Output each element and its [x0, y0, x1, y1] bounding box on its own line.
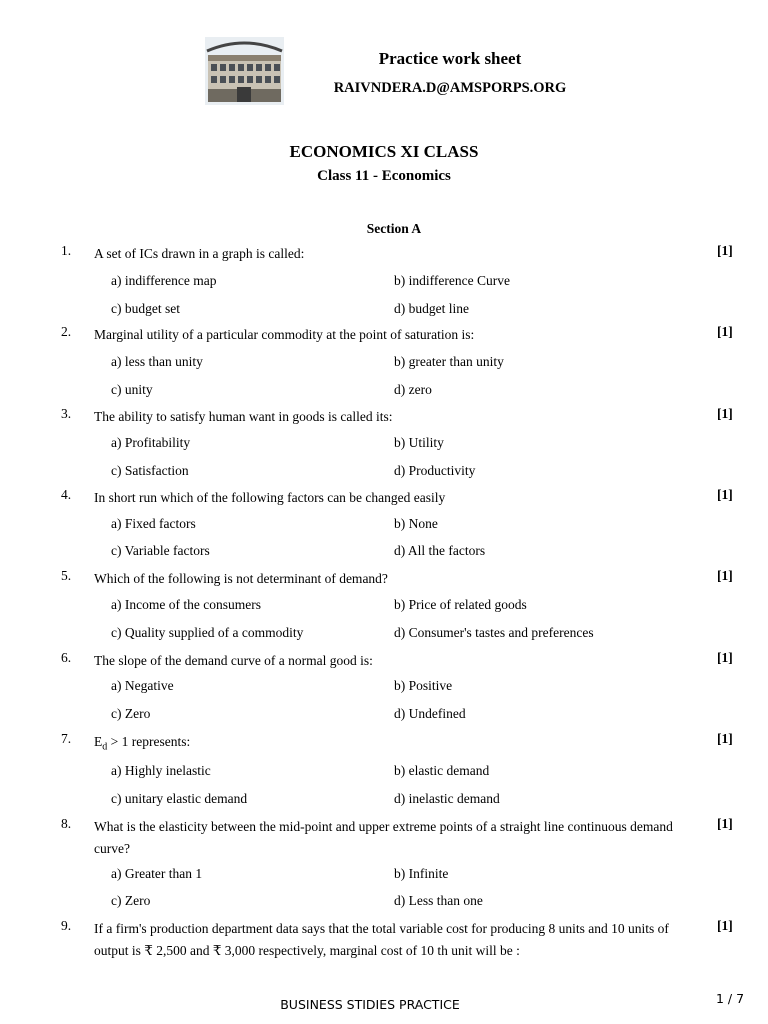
- option-b: b) Infinite: [394, 866, 449, 881]
- teacher-email: RAIVNDERA.D@AMSPORPS.ORG: [333, 80, 567, 96]
- option-b: b) greater than unity: [394, 354, 504, 369]
- question-number: 6.: [61, 650, 72, 665]
- question-marks: [1]: [717, 406, 733, 421]
- question-text: Marginal utility of a particular commodity at the point of saturation is:: [94, 327, 475, 342]
- option-d: d) Consumer's tastes and preferences: [394, 625, 594, 640]
- option-c: c) Quality supplied of a commodity: [111, 625, 304, 640]
- option-a: a) Negative: [111, 678, 174, 693]
- option-a: a) less than unity: [111, 354, 203, 369]
- question-number: 5.: [61, 568, 72, 583]
- option-b: b) elastic demand: [394, 763, 490, 778]
- option-a: a) Income of the consumers: [111, 597, 261, 612]
- option-d: d) Undefined: [394, 706, 466, 721]
- question-number: 4.: [61, 487, 72, 502]
- option-c: c) Zero: [111, 706, 151, 721]
- question-text: What is the elasticity between the mid-point and upper extreme points of a straight line continuous demand curve?: [94, 819, 673, 856]
- option-c: c) unity: [111, 382, 153, 397]
- footer-title: BUSINESS STIDIES PRACTICE: [280, 997, 460, 1012]
- question-marks: [1]: [717, 918, 733, 933]
- option-b: b) Positive: [394, 678, 453, 693]
- option-c: c) budget set: [111, 301, 180, 316]
- option-a: a) Highly inelastic: [111, 763, 211, 778]
- question-number: 2.: [61, 324, 72, 339]
- question-marks: [1]: [717, 487, 733, 502]
- option-a: a) Profitability: [111, 435, 191, 450]
- question-marks: [1]: [717, 650, 733, 665]
- option-b: b) Utility: [394, 435, 444, 450]
- option-d: d) budget line: [394, 301, 469, 316]
- question-number: 1.: [61, 243, 72, 258]
- question-marks: [1]: [717, 731, 733, 746]
- option-a: a) Fixed factors: [111, 516, 196, 531]
- page-number: 1 / 7: [716, 991, 745, 1006]
- question-number: 7.: [61, 731, 72, 746]
- question-text: The slope of the demand curve of a normal good is:: [94, 653, 373, 668]
- option-c: c) Zero: [111, 893, 151, 908]
- option-a: a) Greater than 1: [111, 866, 203, 881]
- option-d: d) Productivity: [394, 463, 476, 478]
- section-heading: Section A: [366, 221, 422, 236]
- elasticity-subscript: d: [102, 741, 108, 753]
- question-number: 8.: [61, 816, 72, 831]
- option-d: d) inelastic demand: [394, 791, 500, 806]
- option-d: d) All the factors: [394, 543, 486, 558]
- question-marks: [1]: [717, 816, 733, 831]
- question-marks: [1]: [717, 243, 733, 258]
- question-text: In short run which of the following factors can be changed easily: [94, 490, 446, 505]
- option-b: b) None: [394, 516, 438, 531]
- option-c: c) Variable factors: [111, 543, 210, 558]
- question-number: 9.: [61, 918, 72, 933]
- subject-subtitle: Class 11 - Economics: [317, 168, 451, 184]
- worksheet-title: Practice work sheet: [378, 49, 522, 68]
- question-text: If a firm's production department data says that the total variable cost for producing 8 units and 10 units of output is ₹ 2,500 and ₹ 3,000 respectively, marginal cost of 10 th unit will be :: [94, 921, 669, 958]
- question-text: The ability to satisfy human want in goods is called its:: [94, 409, 393, 424]
- subject-title: ECONOMICS XI CLASS: [289, 142, 479, 161]
- question-text: Which of the following is not determinant of demand?: [94, 571, 388, 586]
- option-a: a) indifference map: [111, 273, 217, 288]
- elasticity-symbol: E: [94, 734, 103, 749]
- option-c: c) unitary elastic demand: [111, 791, 248, 806]
- question-marks: [1]: [717, 324, 733, 339]
- school-logo: [205, 37, 284, 105]
- question-text: A set of ICs drawn in a graph is called:: [94, 246, 305, 261]
- option-b: b) Price of related goods: [394, 597, 527, 612]
- option-d: d) Less than one: [394, 893, 483, 908]
- option-c: c) Satisfaction: [111, 463, 189, 478]
- question-text-rest: > 1 represents:: [107, 734, 191, 749]
- option-d: d) zero: [394, 382, 432, 397]
- question-number: 3.: [61, 406, 72, 421]
- question-text: [94, 731, 694, 759]
- question-marks: [1]: [717, 568, 733, 583]
- option-b: b) indifference Curve: [394, 273, 510, 288]
